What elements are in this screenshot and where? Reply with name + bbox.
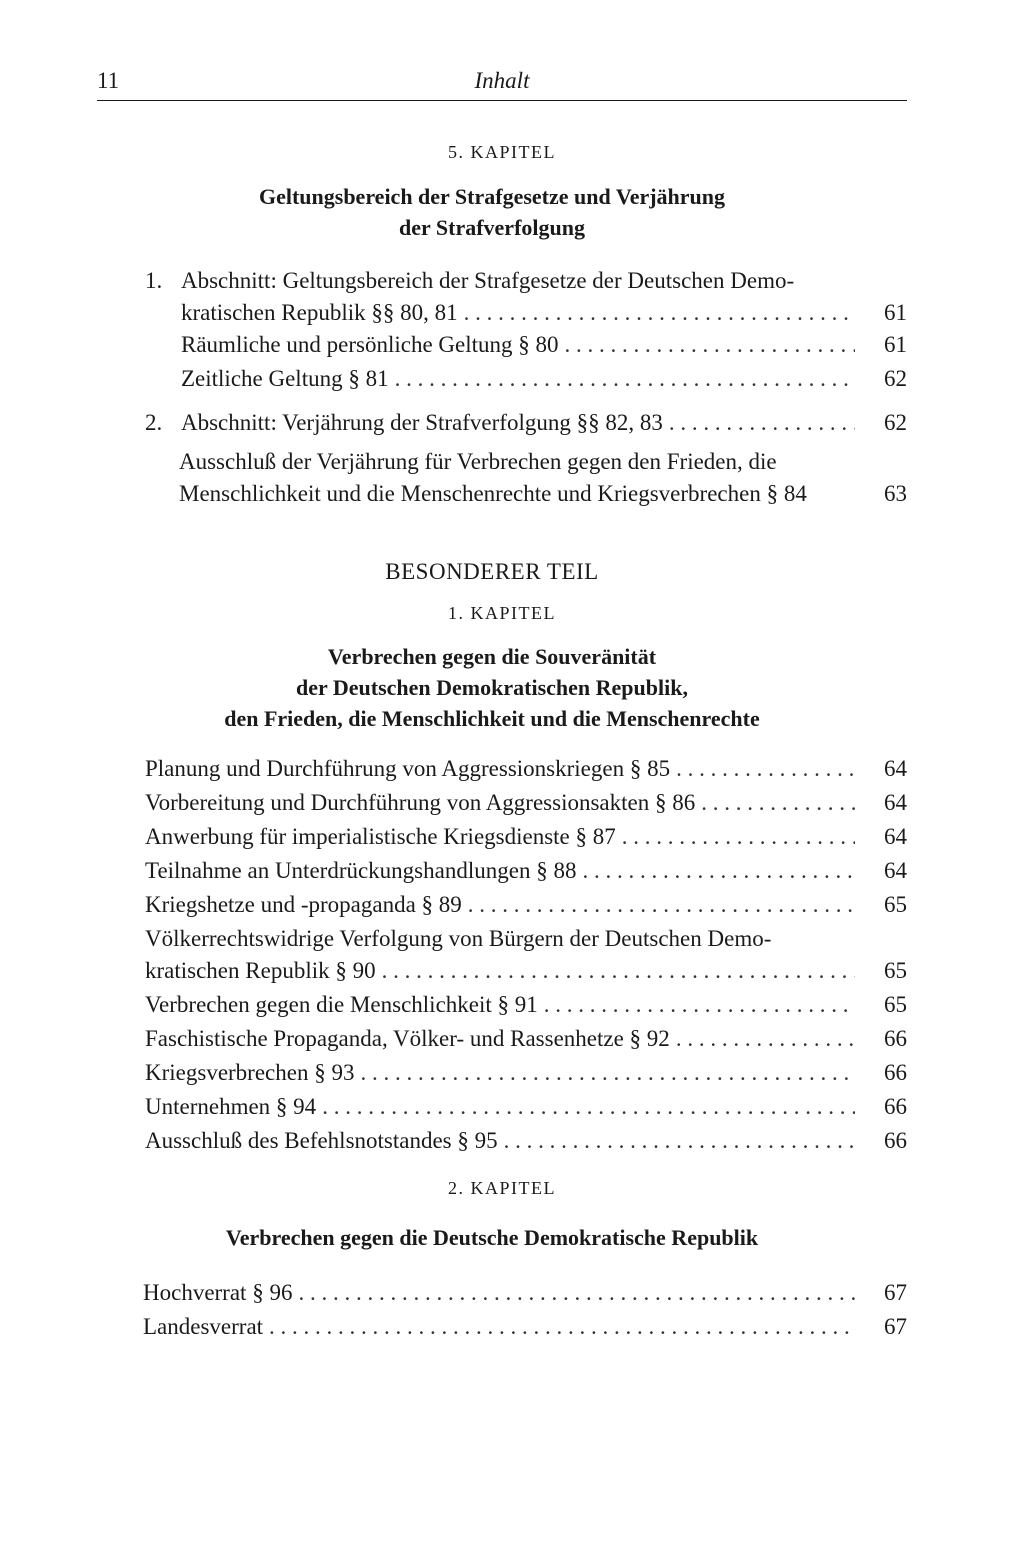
dot-leader bbox=[676, 753, 855, 785]
dot-leader bbox=[622, 821, 855, 853]
section-marker: 2. bbox=[145, 410, 163, 435]
dot-leader bbox=[360, 1057, 855, 1089]
toc-list-chapter-1 bbox=[145, 753, 907, 1159]
toc-subentries-1 bbox=[181, 329, 907, 397]
toc-entry-text: Anwerbung für imperialistische Kriegsdienste § 87 bbox=[145, 824, 616, 849]
toc-entry-text: Planung und Durchführung von Aggressionskriegen § 85 bbox=[145, 756, 671, 781]
dot-leader bbox=[298, 1277, 855, 1309]
toc-entry-line: Abschnitt: Geltungsbereich der Strafgesetze der Deutschen Demo- bbox=[181, 268, 795, 293]
toc-entry-text: kratischen Republik §§ 80, 81 bbox=[181, 300, 458, 325]
toc-entry[interactable] bbox=[145, 1057, 907, 1091]
chapter-5-title-line: Geltungsbereich der Strafgesetze und Verjährung bbox=[258, 184, 726, 209]
chapter-1-title bbox=[97, 641, 887, 734]
toc-entry[interactable] bbox=[145, 989, 907, 1023]
toc-page-number: 62 bbox=[884, 410, 907, 435]
toc-entry-text: Ausschluß der Verjährung für Verbrechen gegen den Frieden, die bbox=[179, 449, 777, 474]
toc-list-chapter-2 bbox=[143, 1277, 907, 1345]
dot-leader bbox=[504, 1125, 855, 1157]
chapter-2-title: Verbrechen gegen die Deutsche Demokratische Republik bbox=[225, 1225, 759, 1250]
toc-entry-text: Verbrechen gegen die Menschlichkeit § 91 bbox=[145, 992, 538, 1017]
toc-entry-text: Zeitliche Geltung § 81 bbox=[181, 366, 389, 391]
toc-entry[interactable] bbox=[145, 787, 907, 821]
dot-leader bbox=[582, 855, 855, 887]
toc-page-number: 66 bbox=[884, 1094, 907, 1119]
toc-entry-line bbox=[179, 478, 907, 510]
toc-page-number: 64 bbox=[884, 858, 907, 883]
dot-leader bbox=[382, 955, 855, 987]
dot-leader bbox=[464, 297, 855, 329]
toc-entry[interactable] bbox=[181, 297, 907, 329]
toc-page-number: 65 bbox=[884, 892, 907, 917]
toc-entry[interactable] bbox=[181, 329, 907, 363]
running-header bbox=[97, 64, 907, 100]
toc-page-number: 62 bbox=[884, 366, 907, 391]
toc-entry[interactable] bbox=[145, 821, 907, 855]
chapter-2-label: 2. KAPITEL bbox=[448, 1178, 556, 1198]
toc-page-number: 61 bbox=[884, 332, 907, 357]
toc-entry-text bbox=[181, 265, 907, 297]
toc-page-number: 61 bbox=[884, 300, 907, 325]
toc-section-1 bbox=[145, 265, 907, 329]
toc-entry[interactable] bbox=[145, 1125, 907, 1159]
chapter-5-title-line: der Strafverfolgung bbox=[399, 215, 585, 240]
toc-entry[interactable] bbox=[145, 1023, 907, 1057]
toc-page-number: 66 bbox=[884, 1060, 907, 1085]
dot-leader bbox=[701, 787, 855, 819]
toc-entry[interactable] bbox=[143, 1311, 907, 1345]
chapter-1-title-line: der Deutschen Demokratischen Republik, bbox=[296, 675, 688, 700]
toc-entry-text: Landesverrat bbox=[143, 1314, 264, 1339]
header-rule bbox=[97, 100, 907, 101]
chapter-1-title-line: den Frieden, die Menschlichkeit und die Menschenrechte bbox=[224, 706, 760, 731]
chapter-5-label: 5. KAPITEL bbox=[448, 142, 556, 162]
dot-leader bbox=[544, 989, 855, 1021]
toc-page-number: 65 bbox=[884, 958, 907, 983]
toc-entry[interactable] bbox=[145, 753, 907, 787]
dot-leader bbox=[669, 407, 855, 439]
dot-leader bbox=[395, 363, 855, 395]
toc-entry[interactable] bbox=[181, 363, 907, 397]
toc-entry-text: Faschistische Propaganda, Völker- und Rassenhetze § 92 bbox=[145, 1026, 670, 1051]
toc-entry[interactable] bbox=[181, 407, 907, 439]
toc-entry[interactable] bbox=[145, 889, 907, 923]
section-marker: 1. bbox=[145, 268, 163, 293]
toc-entry-text: Abschnitt: Verjährung der Strafverfolgung §§ 82, 83 bbox=[181, 410, 663, 435]
page-number: 11 bbox=[97, 68, 120, 93]
toc-page-number: 63 bbox=[884, 481, 907, 506]
toc-page-number: 67 bbox=[884, 1314, 907, 1339]
dot-leader bbox=[468, 889, 855, 921]
toc-entry[interactable] bbox=[145, 1091, 907, 1125]
toc-entry-text: Hochverrat § 96 bbox=[143, 1280, 293, 1305]
toc-entry-text: Unternehmen § 94 bbox=[145, 1094, 317, 1119]
toc-page-number: 64 bbox=[884, 790, 907, 815]
toc-page-number: 66 bbox=[884, 1128, 907, 1153]
toc-entry[interactable] bbox=[143, 1277, 907, 1311]
part-heading: BESONDERER TEIL bbox=[385, 559, 599, 584]
chapter-1-title-line: Verbrechen gegen die Souveränität bbox=[327, 644, 657, 669]
toc-entry-text: Kriegsverbrechen § 93 bbox=[145, 1060, 355, 1085]
dot-leader bbox=[269, 1311, 855, 1343]
toc-entry-text: Teilnahme an Unterdrückungshandlungen § 88 bbox=[145, 858, 577, 883]
toc-entry-text: kratischen Republik § 90 bbox=[145, 958, 376, 983]
dot-leader bbox=[322, 1091, 855, 1123]
toc-entry-text: Kriegshetze und -propaganda § 89 bbox=[145, 892, 462, 917]
dot-leader bbox=[565, 329, 855, 361]
toc-page-number: 64 bbox=[884, 824, 907, 849]
toc-entry-text: Menschlichkeit und die Menschenrechte und Kriegsverbrechen § 84 bbox=[179, 481, 807, 506]
toc-entry-text: Vorbereitung und Durchführung von Aggressionsakten § 86 bbox=[145, 790, 696, 815]
toc-page-number: 65 bbox=[884, 992, 907, 1017]
toc-section-2 bbox=[145, 407, 907, 439]
toc-page-number: 64 bbox=[884, 756, 907, 781]
chapter-1-label: 1. KAPITEL bbox=[448, 603, 556, 623]
toc-entry-text: Räumliche und persönliche Geltung § 80 bbox=[181, 332, 559, 357]
toc-entry-text: Völkerrechtswidrige Verfolgung von Bürgern der Deutschen Demo- bbox=[145, 926, 772, 951]
toc-entry[interactable] bbox=[179, 446, 907, 510]
toc-page-number: 67 bbox=[884, 1280, 907, 1305]
dot-leader bbox=[676, 1023, 855, 1055]
toc-entry-text: Ausschluß des Befehlsnotstandes § 95 bbox=[145, 1128, 498, 1153]
chapter-5-title bbox=[97, 181, 887, 243]
toc-entry[interactable] bbox=[145, 855, 907, 889]
running-title: Inhalt bbox=[474, 68, 530, 93]
toc-entry[interactable] bbox=[145, 955, 907, 989]
toc-page-number: 66 bbox=[884, 1026, 907, 1051]
